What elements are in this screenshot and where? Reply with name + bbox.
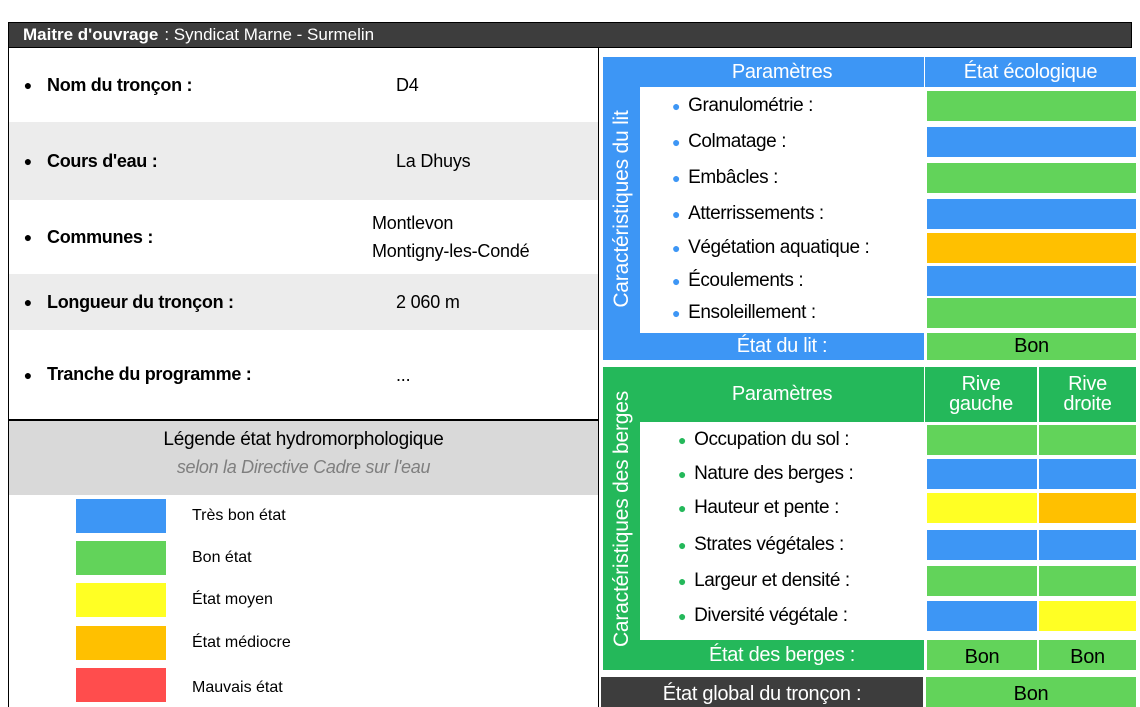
info-label: Nom du tronçon : [47,74,193,95]
info-label: Communes : [47,226,154,247]
info-table [8,48,599,421]
info-row-troncon [9,48,598,122]
lit-param-label: Granulométrie : [688,95,814,116]
lit-param-label: Écoulements : [688,270,804,291]
lit-param-row: ● Atterrissements : [672,203,824,224]
owner-key: Maitre d'ouvrage [23,25,159,44]
bullet-icon: ● [23,229,33,245]
berges-param-row: ● Occupation du sol : [678,429,850,450]
legend-label: Bon état [192,549,252,566]
berges-param-label: Strates végétales : [694,534,844,555]
lit-param-label: Colmatage : [688,131,787,152]
berges-left-cell [927,530,1037,560]
berges-right-cell [1039,493,1136,523]
berges-param-row: ● Hauteur et pente : [678,497,839,518]
info-row-communes [9,200,598,274]
legend-swatch-bon [76,541,166,575]
legend-panel [8,421,599,707]
legend-swatch-mediocre [76,626,166,660]
bullet-icon: ● [23,77,33,93]
header-word: droite [1063,393,1112,415]
global-label: État global du tronçon : [601,677,923,707]
berges-param-row: ● Nature des berges : [678,463,854,484]
legend-title: Légende état hydromorphologique [163,429,444,450]
info-row-tranche [9,330,598,419]
lit-state-cell [927,266,1136,296]
legend-label: Très bon état [192,507,286,524]
bullet-icon: ● [23,366,33,383]
legend-label: État médiocre [192,634,291,651]
lit-state-cell [927,163,1136,193]
legend-label: Mauvais état [192,679,283,696]
legend-swatch-mauvais [76,668,166,702]
berges-right-cell [1039,566,1136,596]
info-row-cours-eau [9,122,598,200]
lit-state-cell [927,127,1136,157]
berges-header-left [925,367,1037,422]
berges-right-cell [1039,425,1136,455]
lit-side-label [603,57,640,360]
legend-header [9,421,598,495]
lit-param-row: ● Granulométrie : [672,95,814,116]
berges-left-cell [927,425,1037,455]
lit-summary-label: État du lit : [640,333,924,360]
info-value: La Dhuys [396,151,471,171]
berges-header-right [1039,367,1136,422]
commune-name: Montlevon [372,213,454,233]
info-label: Cours d'eau : [47,150,158,171]
info-row-longueur [9,274,598,330]
berges-left-cell [927,566,1037,596]
info-value: 2 060 m [396,292,460,312]
lit-param-row: ● Embâcles : [672,167,779,188]
lit-header-params: Paramètres [640,57,924,87]
berges-param-label: Largeur et densité : [694,570,850,591]
lit-param-label: Atterrissements : [688,203,824,224]
berges-param-row: ● Strates végétales : [678,534,844,555]
berges-left-cell [927,601,1037,631]
info-value: D4 [396,75,419,95]
berges-left-cell [927,493,1037,523]
berges-summary-left: Bon [927,640,1037,670]
berges-summary-right: Bon [1039,640,1136,670]
berges-param-label: Diversité végétale : [694,605,848,626]
info-label: Tranche du programme : [47,364,252,384]
berges-param-label: Nature des berges : [694,463,854,484]
commune-name: Montigny-les-Condé [372,241,530,261]
legend-swatch-tres-bon [76,499,166,533]
berges-right-cell [1039,601,1136,631]
bullet-icon: ● [23,153,33,169]
info-value: ... [396,364,411,385]
legend-label: État moyen [192,591,273,608]
header-word: gauche [949,393,1013,415]
berges-left-cell [927,459,1037,489]
lit-state-cell [927,298,1136,328]
lit-state-cell [927,233,1136,263]
lit-state-cell [927,199,1136,229]
lit-param-row: ● Végétation aquatique : [672,237,870,258]
lit-param-label: Végétation aquatique : [688,237,870,258]
lit-param-label: Embâcles : [688,167,779,188]
lit-summary-value: Bon [927,333,1136,360]
lit-side-label-text: Caractéristiques du lit [609,109,633,308]
owner-value: : Syndicat Marne - Surmelin [164,25,375,44]
berges-right-cell [1039,530,1136,560]
info-value [372,209,598,265]
berges-side-label [603,367,640,670]
legend-swatch-moyen [76,583,166,617]
lit-param-row: ● Écoulements : [672,270,804,291]
lit-param-row: ● Ensoleillement : [672,302,816,323]
berges-param-row: ● Largeur et densité : [678,570,850,591]
berges-side-label-text: Caractéristiques des berges [609,390,633,647]
berges-summary-label: État des berges : [640,640,924,670]
global-value: Bon [926,677,1136,707]
berges-header-params: Paramètres [640,367,924,422]
bullet-icon: ● [23,294,33,310]
berges-param-label: Occupation du sol : [694,429,850,450]
berges-right-cell [1039,459,1136,489]
info-label: Longueur du tronçon : [47,291,234,312]
lit-state-cell [927,91,1136,121]
lit-param-label: Ensoleillement : [688,302,816,323]
lit-header-state: État écologique [925,57,1136,87]
berges-param-row: ● Diversité végétale : [678,605,848,626]
legend-subtitle: selon la Directive Cadre sur l'eau [176,457,431,477]
header-word: Rive [961,373,1001,395]
lit-param-row: ● Colmatage : [672,131,787,152]
berges-param-label: Hauteur et pente : [694,497,839,518]
owner-header [8,22,1132,48]
header-word: Rive [1068,373,1107,395]
